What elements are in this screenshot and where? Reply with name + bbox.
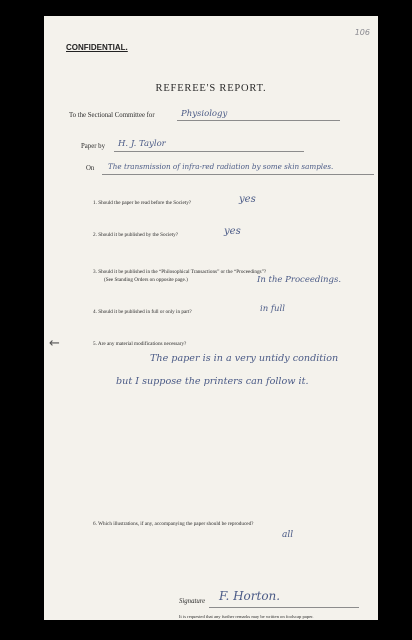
question-1: 1. Should the paper be read before the Society? [93, 200, 192, 206]
on-line [102, 174, 374, 175]
question-2: 2. Should it be published by the Society? [93, 232, 179, 238]
question-4: 4. Should it be published in full or only in part? [93, 309, 192, 315]
committee-value: Physiology [181, 109, 228, 119]
question-5: 5. Are any material modifications necessary? [93, 341, 187, 347]
paper-by-value: H. J. Taylor [118, 139, 166, 149]
confidential-label: CONFIDENTIAL. [66, 43, 128, 52]
signature-line [209, 607, 359, 608]
answer-3: In the Proceedings. [257, 275, 342, 285]
answer-4: in full [260, 304, 285, 314]
on-value: The transmission of infra-red radiation by some skin samples. [108, 162, 334, 171]
answer-5-line-2: but I suppose the printers can follow it. [116, 376, 309, 387]
signature-label: Signature [179, 598, 206, 605]
answer-6: all [282, 530, 294, 540]
question-6: 6. Which illustrations, if any, accompanying the paper should be reproduced? [93, 521, 254, 527]
footnote: It is requested that any further remarks may be written on foolscap paper. [179, 614, 314, 619]
answer-1: yes [239, 194, 256, 205]
paper-by-line [114, 151, 304, 152]
signature-value: F. Horton. [219, 589, 281, 603]
question-3-subtext: (See Standing Orders on opposite page.) [104, 277, 188, 283]
committee-line [177, 120, 340, 121]
report-title: REFEREE'S REPORT. [155, 83, 267, 94]
on-label: On [86, 165, 95, 172]
committee-label: To the Sectional Committee for [69, 112, 155, 119]
margin-arrow: ← [49, 336, 60, 351]
answer-2: yes [224, 226, 241, 237]
paper-by-label: Paper by [81, 143, 105, 150]
answer-5-line-1: The paper is in a very untidy condition [150, 353, 339, 364]
question-3: 3. Should it be published in the “Philosophical Transactions” or the “Proceedings”? [93, 269, 267, 275]
folio-number: 106 [354, 28, 370, 37]
document-page [44, 16, 378, 620]
